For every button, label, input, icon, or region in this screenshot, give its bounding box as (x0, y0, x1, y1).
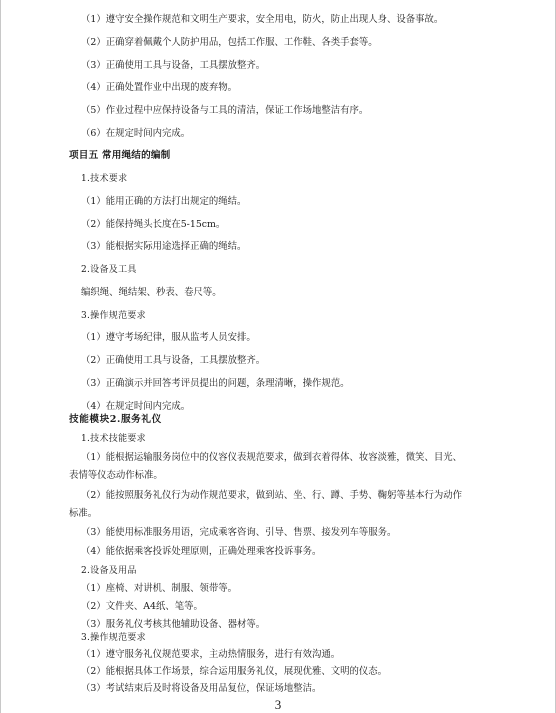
subsection-heading: 3.操作规范要求 (81, 633, 146, 643)
text-line: （3）正确使用工具与设备，工具摆放整齐。 (81, 60, 266, 71)
text-line: （2）文件夹、A4纸、笔等。 (81, 601, 203, 612)
text-line: （2）正确使用工具与设备，工具摆放整齐。 (81, 355, 266, 366)
section-heading: 项目五 常用绳结的编制 (69, 150, 171, 161)
page-number: 3 (274, 697, 282, 712)
subsection-heading: 1.技术要求 (81, 174, 128, 184)
subsection-heading: 2.设备及用品 (81, 566, 137, 576)
text-line: （3）服务礼仪考核其他辅助设备、器材等。 (81, 619, 266, 630)
text-line: （3）能使用标准服务用语，完成乘客咨询、引导、售票、接发列车等服务。 (81, 527, 397, 538)
text-line: （2）能保持绳头长度在5-15cm。 (81, 219, 226, 230)
text-line: （1）遵守考场纪律，服从监考人员安排。 (81, 332, 256, 343)
text-line: 编织绳、绳结架、秒表、卷尺等。 (81, 287, 222, 298)
text-line: （4）在规定时间内完成。 (81, 401, 191, 412)
subsection-heading: 2.设备及工具 (81, 265, 137, 275)
subsection-heading: 1.技术技能要求 (81, 434, 146, 444)
text-line: （5）作业过程中应保持设备与工具的清洁，保证工作场地整洁有序。 (81, 105, 369, 116)
text-line: （4）能依据乘客投诉处理原则，正确处理乘客投诉事务。 (81, 546, 322, 557)
text-line: （2）能按照服务礼仪行为动作规范要求，做到站、坐、行、蹲、手势、鞠躬等基本行为动作 (81, 490, 462, 501)
text-line: （4）正确处置作业中出现的废弃物。 (81, 82, 237, 93)
text-line: （1）能根据运输服务岗位中的仪容仪表规范要求，做到衣着得体、妆容淡雅，微笑、目光、 (81, 452, 462, 463)
text-line: （3）考试结束后及时将设备及用品复位，保证场地整洁。 (81, 683, 322, 694)
text-line: （6）在规定时间内完成。 (81, 128, 191, 139)
module-heading: 技能模块2.服务礼仪 (69, 414, 162, 425)
text-line: （2）正确穿着佩戴个人防护用品，包括工作服、工作鞋、各类手套等。 (81, 37, 378, 48)
text-line: （1）遵守安全操作规范和文明生产要求，安全用电，防火，防止出现人身、设备事故。 (81, 14, 444, 25)
text-line: （1）遵守服务礼仪规范要求，主动热情服务，进行有效沟通。 (81, 649, 341, 660)
text-line: 表情等仪态动作标准。 (69, 470, 163, 481)
text-line: （1）座椅、对讲机、制服、领带等。 (81, 583, 237, 594)
text-line: （3）正确演示并回答考评员提出的问题，条理清晰，操作规范。 (81, 378, 350, 389)
subsection-heading: 3.操作规范要求 (81, 311, 146, 321)
text-line: （2）能根据具体工作场景，综合运用服务礼仪，展现优雅、文明的仪态。 (81, 666, 387, 677)
text-line: （3）能根据实际用途选择正确的绳结。 (81, 241, 247, 252)
text-line: 标准。 (69, 508, 98, 519)
text-line: （1）能用正确的方法打出规定的绳结。 (81, 196, 247, 207)
